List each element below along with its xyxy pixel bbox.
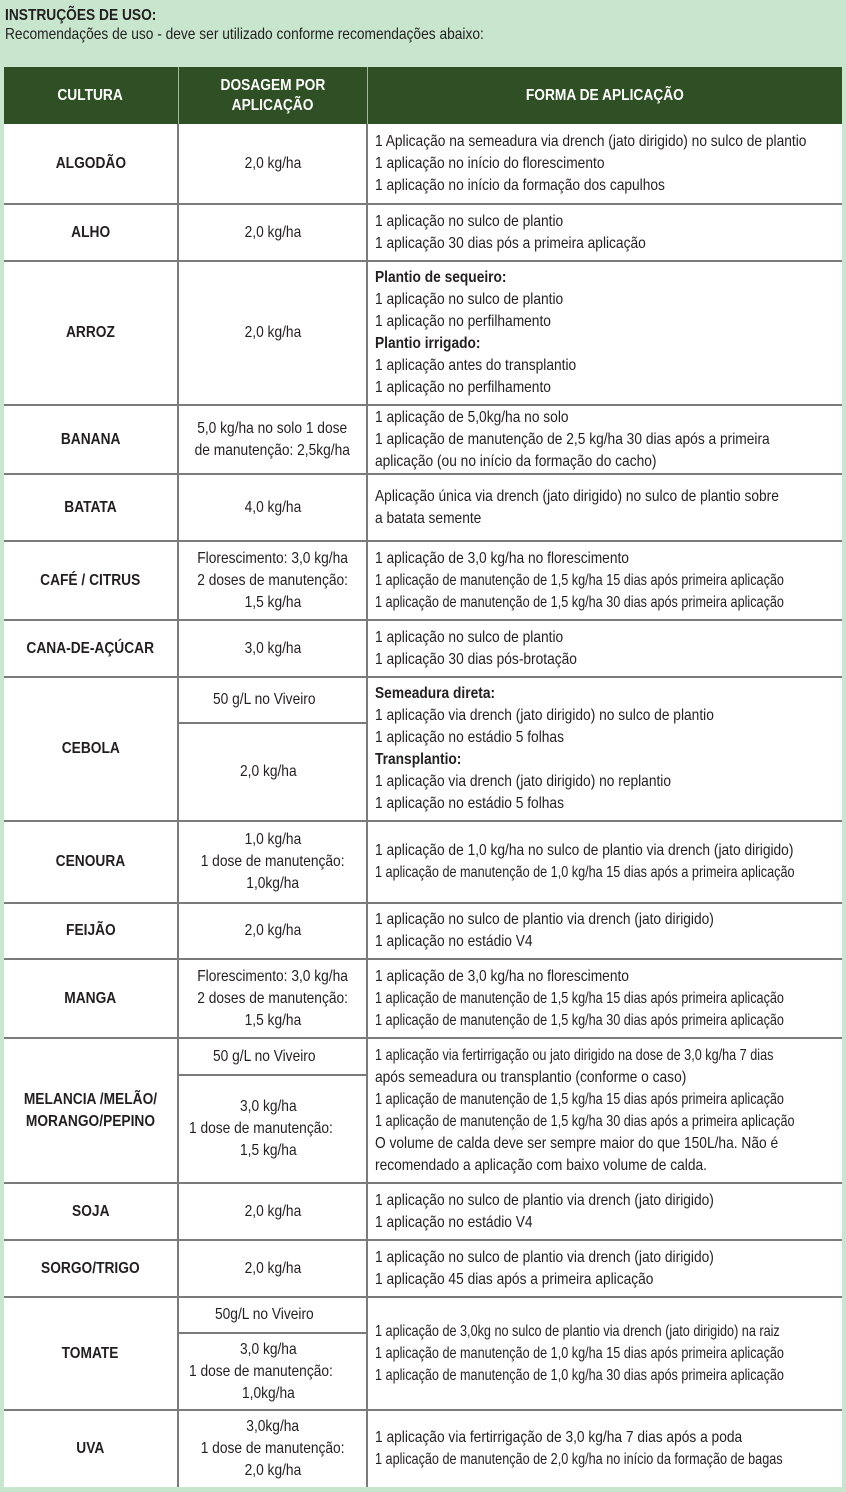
dosagem-line: 1,0kg/ha (241, 1384, 295, 1402)
table-row (4, 260, 842, 404)
dosagem-subcell (179, 1076, 366, 1182)
dosagem-cell (179, 621, 366, 676)
table-row (4, 124, 842, 203)
dosagem-cell (179, 475, 366, 540)
table-row (4, 540, 842, 619)
forma-line: 1 aplicação de manutenção de 1,0 kg/ha 15 dias após a primeira aplicação (375, 864, 795, 881)
forma-line: 1 aplicação via fertirrigação de 3,0 kg/ha 7 dias após a poda (375, 1429, 743, 1446)
table-row (4, 958, 842, 1037)
dosagem-line: de manutenção: 2,5kg/ha (194, 441, 351, 459)
cultura-cell (4, 124, 177, 203)
forma-subheading: Plantio irrigado: (375, 335, 481, 352)
cultura-cell (4, 1241, 177, 1296)
cultura-cell (4, 678, 177, 820)
dosagem-line: 2,0 kg/ha (244, 1202, 301, 1220)
cultura-name: BANANA (60, 430, 121, 448)
cultura-cell (4, 1039, 177, 1182)
cultura-name: TOMATE (62, 1344, 119, 1362)
cultura-name: UVA (76, 1440, 105, 1457)
dosagem-line: 2,0 kg/ha (244, 223, 301, 241)
dosagem-line: 1,5 kg/ha (244, 593, 301, 611)
dosagem-cell (179, 1241, 366, 1296)
forma-line: aplicação (ou no início da formação do cacho) (375, 452, 657, 470)
forma-subheading: Semeadura direta: (375, 685, 496, 702)
cultura-name: ALHO (71, 223, 110, 241)
forma-cell (368, 621, 842, 676)
dosagem-line: Florescimento: 3,0 kg/ha (197, 549, 348, 567)
table-row (4, 473, 842, 540)
cultura-cell (4, 621, 177, 676)
cultura-name: MANGA (64, 989, 117, 1007)
dosagem-line: 1,5 kg/ha (239, 1142, 297, 1159)
header-dosagem: DOSAGEM POR APLICAÇÃO (220, 76, 325, 114)
forma-line: 1 aplicação via fertirrigação ou jato dirigido na dose de 3,0 kg/ha 7 dias (375, 1046, 774, 1064)
forma-cell (368, 262, 842, 404)
table-row (4, 1296, 842, 1409)
cultura-cell (4, 262, 177, 404)
forma-cell (368, 1184, 842, 1239)
instructions-intro (5, 6, 841, 44)
forma-line: 1 aplicação de manutenção de 1,0 kg/ha 15 dias após primeira aplicação (375, 1344, 784, 1362)
dosagem-line: 50g/L no Viveiro (215, 1306, 314, 1323)
forma-line: 1 aplicação de 3,0kg no sulco de plantio via drench (jato dirigido) na raiz (375, 1322, 780, 1340)
forma-line: 1 aplicação no perfilhamento (375, 313, 551, 330)
cultura-name: SOJA (71, 1202, 110, 1220)
dosagem-cell (179, 205, 366, 260)
dosagem-line: 2 doses de manutenção: (197, 571, 348, 589)
forma-line: 1 aplicação de 1,0 kg/ha no sulco de plantio via drench (jato dirigido) (375, 842, 794, 859)
cultura-name: ARROZ (66, 324, 115, 341)
table-row (4, 902, 842, 958)
forma-line: 1 aplicação de 3,0 kg/ha no florescimento (375, 549, 629, 567)
forma-line: 1 aplicação de 3,0 kg/ha no florescimento (375, 967, 629, 985)
table-row (4, 203, 842, 260)
usage-table (4, 67, 842, 1487)
cultura-cell (4, 475, 177, 540)
cultura-name: FEIJÃO (65, 922, 116, 939)
forma-line: 1 aplicação de manutenção de 1,5 kg/ha 30 dias após primeira aplicação (375, 1011, 784, 1029)
forma-cell (368, 1039, 842, 1182)
dosagem-cell (179, 1184, 366, 1239)
dosagem-line: 3,0 kg/ha (244, 639, 301, 657)
cultura-name: ALGODÃO (55, 154, 126, 172)
cultura-name: MORANGO/PEPINO (25, 1112, 156, 1130)
table-header (4, 67, 842, 124)
forma-cell (368, 542, 842, 619)
forma-line: 1 aplicação 30 dias pós-brotação (375, 650, 577, 668)
forma-line: 1 aplicação via drench (jato dirigido) no sulco de plantio (375, 707, 714, 724)
forma-line: 1 aplicação de manutenção de 2,0 kg/ha no início da formação de bagas (375, 1451, 783, 1468)
dosagem-line: 1,0 kg/ha (244, 831, 301, 848)
dosagem-line: 1 dose de manutenção: (200, 1440, 345, 1457)
dosagem-line: 3,0 kg/ha (239, 1340, 297, 1358)
forma-line: 1 aplicação via drench (jato dirigido) no replantio (375, 773, 672, 790)
dosagem-cell (179, 262, 366, 404)
table-row (4, 676, 842, 820)
cultura-cell (4, 542, 177, 619)
forma-cell (368, 205, 842, 260)
forma-line: 1 aplicação 30 dias pós a primeira aplicação (375, 234, 646, 252)
cultura-cell (4, 960, 177, 1037)
forma-line: 1 Aplicação na semeadura via drench (jato dirigido) no sulco de plantio (375, 132, 807, 150)
forma-line: 1 aplicação de manutenção de 1,5 kg/ha 15 dias após primeira aplicação (375, 1090, 784, 1108)
forma-line: 1 aplicação no sulco de plantio (375, 291, 564, 308)
forma-line: 1 aplicação no perfilhamento (375, 379, 551, 396)
cultura-name: SORGO/TRIGO (41, 1259, 140, 1277)
dosagem-line: 2,0 kg/ha (244, 1259, 301, 1277)
cultura-cell (4, 904, 177, 958)
forma-cell (368, 124, 842, 203)
forma-line: 1 aplicação no sulco de plantio via drench (jato dirigido) (375, 911, 714, 928)
forma-line: 1 aplicação no início da formação dos capulhos (375, 176, 665, 194)
cultura-cell (4, 1298, 177, 1409)
table-row (4, 1037, 842, 1182)
dosagem-cell (179, 904, 366, 958)
dosagem-line: 2,0 kg/ha (244, 154, 301, 172)
dosagem-line: 2,0 kg/ha (244, 324, 301, 341)
dosagem-cell (179, 960, 366, 1037)
dosagem-line: 2,0 kg/ha (244, 1462, 301, 1479)
forma-line: 1 aplicação no estádio 5 folhas (375, 729, 564, 746)
forma-line: Aplicação única via drench (jato dirigido) no sulco de plantio sobre (375, 487, 779, 505)
dosagem-line: 1 dose de manutenção: (200, 853, 345, 870)
forma-line: 1 aplicação no sulco de plantio (375, 628, 564, 646)
dosagem-subcell (179, 724, 366, 820)
forma-line: 1 aplicação de manutenção de 1,0 kg/ha 30 dias após primeira aplicação (375, 1366, 784, 1384)
forma-line: 1 aplicação de manutenção de 1,5 kg/ha 30 dias após a primeira aplicação (375, 1112, 795, 1130)
table-row (4, 1409, 842, 1487)
dosagem-line: 4,0 kg/ha (244, 498, 301, 516)
header-forma: FORMA DE APLICAÇÃO (525, 86, 684, 104)
forma-cell (368, 406, 842, 473)
cultura-name: CAFÉ / CITRUS (40, 571, 141, 589)
table-row (4, 1239, 842, 1296)
dosagem-line: 50 g/L no Viveiro (212, 691, 316, 708)
dosagem-cell (179, 406, 366, 473)
forma-line: recomendado a aplicação com baixo volume de calda. (375, 1156, 707, 1174)
dosagem-line: 50 g/L no Viveiro (212, 1047, 316, 1065)
header-cultura: CULTURA (57, 86, 124, 104)
dosagem-line: 1,5 kg/ha (244, 1011, 301, 1029)
forma-line: a batata semente (375, 509, 482, 527)
instructions-subtitle: Recomendações de uso - deve ser utilizado conforme recomendações abaixo: (5, 26, 484, 43)
dosagem-cell (179, 822, 366, 902)
table-row (4, 820, 842, 902)
forma-line: 1 aplicação no início do florescimento (375, 154, 605, 172)
dosagem-subcell (179, 1334, 366, 1409)
dosagem-cell (179, 124, 366, 203)
dosagem-cell (179, 542, 366, 619)
instructions-title: INSTRUÇÕES DE USO: (5, 7, 157, 24)
table-row (4, 1182, 842, 1239)
dosagem-line: 2 doses de manutenção: (197, 989, 348, 1007)
dosagem-subcell (179, 1039, 366, 1074)
dosagem-line: 3,0kg/ha (246, 1418, 299, 1435)
forma-line: 1 aplicação antes do transplantio (375, 357, 577, 374)
dosagem-line: 3,0 kg/ha (239, 1098, 297, 1115)
cultura-cell (4, 1184, 177, 1239)
forma-line: 1 aplicação no estádio 5 folhas (375, 795, 564, 812)
forma-cell (368, 678, 842, 820)
cultura-name: CEBOLA (61, 740, 120, 757)
forma-cell (368, 475, 842, 540)
cultura-cell (4, 822, 177, 902)
dosagem-line: 1 dose de manutenção: (188, 1362, 333, 1380)
forma-line: 1 aplicação 45 dias após a primeira aplicação (375, 1270, 654, 1288)
forma-line: 1 aplicação de manutenção de 2,5 kg/ha 30 dias após a primeira (375, 430, 770, 448)
dosagem-line: 1,0kg/ha (246, 875, 299, 892)
dosagem-line: 2,0 kg/ha (244, 922, 301, 939)
forma-line: 1 aplicação de manutenção de 1,5 kg/ha 15 dias após primeira aplicação (375, 989, 784, 1007)
forma-line: 1 aplicação no sulco de plantio (375, 212, 564, 230)
dosagem-line: 2,0 kg/ha (239, 763, 297, 780)
dosagem-line: Florescimento: 3,0 kg/ha (197, 967, 348, 985)
forma-subheading: Transplantio: (375, 751, 462, 768)
cultura-name: MELANCIA /MELÃO/ (23, 1090, 158, 1108)
forma-line: 1 aplicação no estádio V4 (375, 1213, 533, 1231)
forma-line: após semeadura ou transplantio (conforme o caso) (375, 1068, 687, 1086)
cultura-cell (4, 406, 177, 473)
forma-subheading: Plantio de sequeiro: (375, 269, 507, 286)
forma-line: 1 aplicação de manutenção de 1,5 kg/ha 15 dias após primeira aplicação (375, 571, 784, 589)
dosagem-line: 5,0 kg/ha no solo 1 dose (197, 419, 348, 437)
table-row (4, 619, 842, 676)
cultura-name: BATATA (64, 498, 117, 516)
forma-line: 1 aplicação no sulco de plantio via drench (jato dirigido) (375, 1191, 714, 1209)
forma-cell (368, 1411, 842, 1487)
dosagem-subcell (179, 678, 366, 722)
cultura-name: CENOURA (55, 853, 126, 870)
forma-cell (368, 904, 842, 958)
dosagem-subcell (179, 1298, 366, 1332)
cultura-cell (4, 1411, 177, 1487)
table-row (4, 404, 842, 473)
cultura-cell (4, 205, 177, 260)
forma-cell (368, 960, 842, 1037)
forma-line: 1 aplicação no sulco de plantio via drench (jato dirigido) (375, 1248, 714, 1266)
cultura-name: CANA-DE-AÇÚCAR (26, 639, 155, 657)
forma-cell (368, 1298, 842, 1409)
forma-line: 1 aplicação de manutenção de 1,5 kg/ha 30 dias após primeira aplicação (375, 593, 784, 611)
dosagem-cell (179, 1411, 366, 1487)
forma-line: O volume de calda deve ser sempre maior do que 150L/ha. Não é (375, 1134, 779, 1152)
dosagem-line: 1 dose de manutenção: (188, 1120, 333, 1137)
forma-cell (368, 822, 842, 902)
forma-line: 1 aplicação no estádio V4 (375, 933, 533, 950)
forma-line: 1 aplicação de 5,0kg/ha no solo (375, 408, 569, 426)
forma-cell (368, 1241, 842, 1296)
